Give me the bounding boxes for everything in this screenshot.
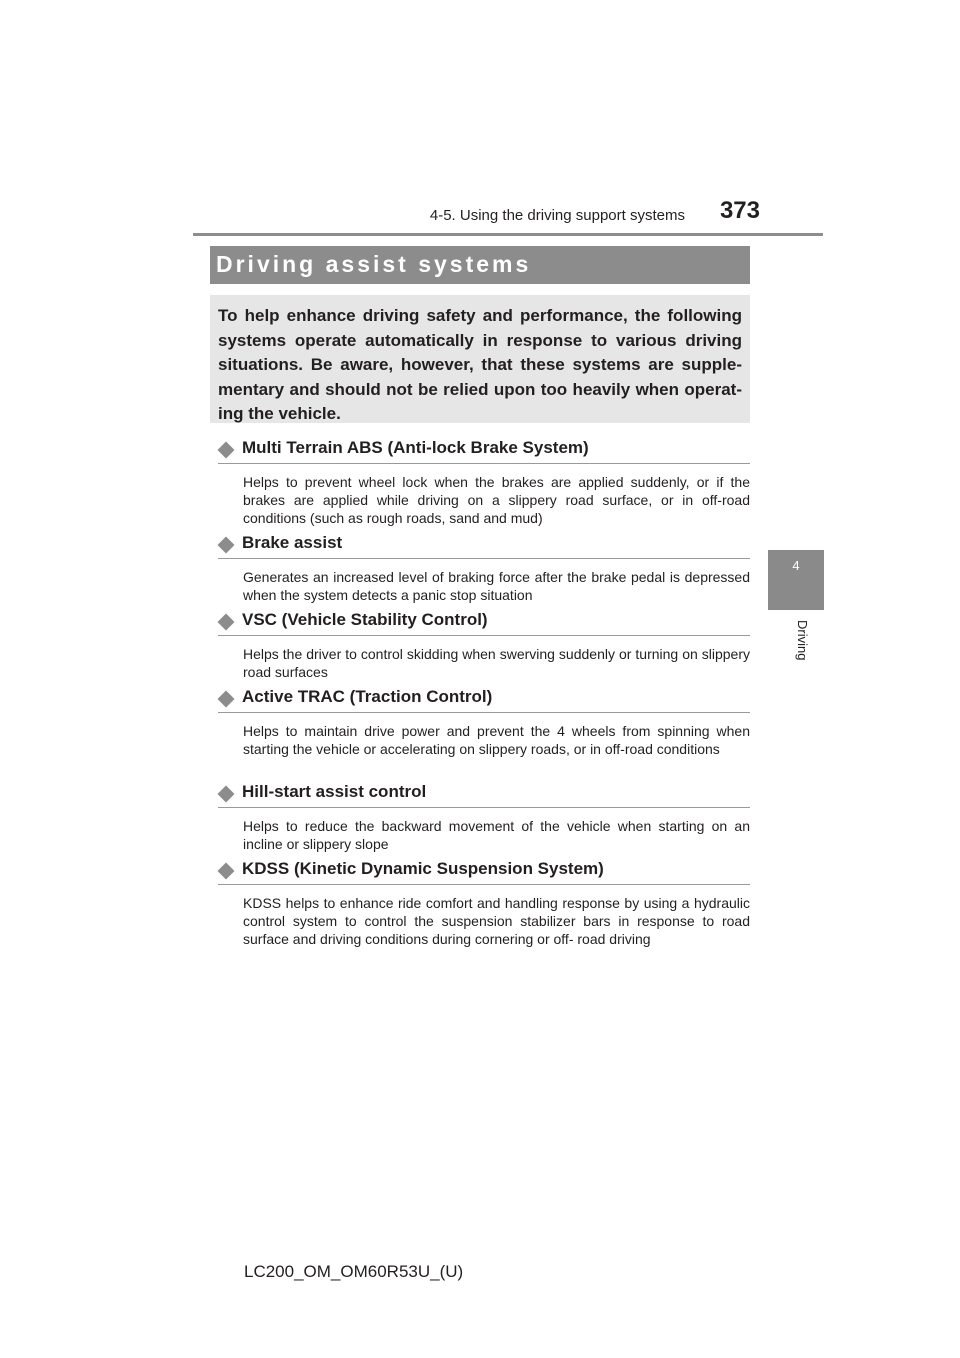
feature-title: Brake assist (242, 533, 343, 552)
feature-description: Helps the driver to control skidding when swerving suddenly or turning on slippery road surfaces (243, 646, 750, 680)
feature-description: Helps to maintain drive power and prevent the 4 wheels from spinning when starting the vehicle or accelerating on slippery roads, or in off-road conditions (243, 723, 750, 757)
feature-description: Generates an increased level of braking force after the brake pedal is depressed when the system detects a panic stop situation (243, 569, 750, 603)
feature-heading (218, 532, 750, 558)
diamond-bullet-icon (218, 614, 235, 631)
feature-divider (218, 558, 750, 559)
diamond-bullet-icon (218, 537, 235, 554)
feature-heading (218, 437, 750, 463)
page-number: 373 (719, 197, 760, 224)
diamond-bullet-icon (218, 786, 235, 803)
header-divider (193, 233, 823, 236)
chapter-label: Driving (795, 620, 810, 661)
feature-vsc (218, 609, 750, 681)
page-header (424, 197, 760, 233)
feature-kdss (218, 858, 750, 948)
feature-heading (218, 686, 750, 712)
feature-hill-start-assist (218, 781, 750, 853)
feature-title: Active TRAC (Traction Control) (242, 687, 493, 706)
feature-title: Hill-start assist control (242, 782, 427, 801)
intro-text: To help enhance driving safety and performance, the following systems operate automatically in response to various driving situations. Be aware, however, that these systems are supple- mentary and should not be relied upon too heavily when operat- ing the vehicle. (218, 306, 742, 423)
feature-divider (218, 635, 750, 636)
feature-description: Helps to reduce the backward movement of the vehicle when starting on an incline or slippery slope (243, 818, 750, 852)
diamond-bullet-icon (218, 863, 235, 880)
feature-description: Helps to prevent wheel lock when the brakes are applied suddenly, or if the brakes are applied while driving on a slippery road surface, or in off-road conditions (such as rough roads, sand and mud) (243, 474, 750, 526)
feature-heading (218, 781, 750, 807)
feature-active-trac (218, 686, 750, 758)
intro-box (210, 295, 750, 423)
feature-multi-terrain-abs (218, 437, 750, 527)
feature-divider (218, 463, 750, 464)
feature-heading (218, 609, 750, 635)
chapter-number: 4 (792, 558, 800, 573)
title-bar (210, 246, 750, 284)
feature-brake-assist (218, 532, 750, 604)
feature-divider (218, 884, 750, 885)
feature-heading (218, 858, 750, 884)
chapter-tab (768, 550, 824, 610)
feature-title: VSC (Vehicle Stability Control) (242, 610, 488, 629)
page-title: Driving assist systems (216, 251, 532, 277)
feature-title: KDSS (Kinetic Dynamic Suspension System) (242, 859, 604, 878)
section-label: 4-5. Using the driving support systems (429, 207, 685, 224)
feature-divider (218, 712, 750, 713)
feature-divider (218, 807, 750, 808)
diamond-bullet-icon (218, 442, 235, 459)
document-code: LC200_OM_OM60R53U_(U) (244, 1262, 464, 1281)
feature-title: Multi Terrain ABS (Anti-lock Brake System) (242, 438, 589, 457)
feature-description: KDSS helps to enhance ride comfort and handling response by using a hydraulic control system to control the suspension stabilizer bars in response to road surface and driving conditions during cornering or off- road driving (243, 895, 750, 947)
diamond-bullet-icon (218, 691, 235, 708)
